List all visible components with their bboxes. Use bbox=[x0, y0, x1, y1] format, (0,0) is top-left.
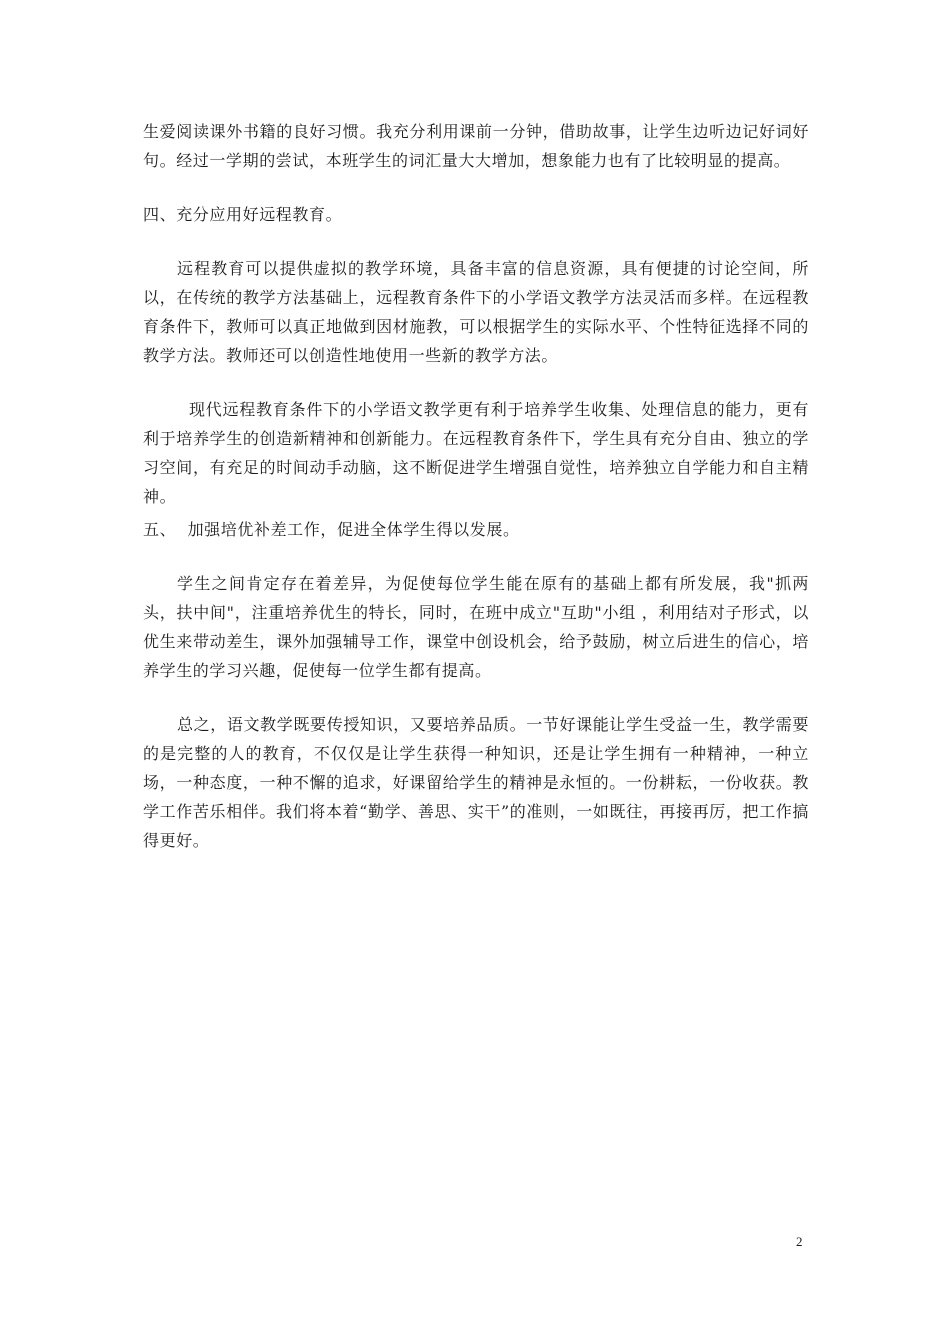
section-heading-four: 四、充分应用好远程教育。 bbox=[143, 205, 343, 224]
section-heading-five: 五、 加强培优补差工作，促进全体学生得以发展。 bbox=[143, 520, 520, 539]
paragraph-continuation: 生爱阅读课外书籍的良好习惯。我充分利用课前一分钟，借助故事，让学生边听边记好词好句。经过一学期的尝试，本班学生的词汇量大大增加，想象能力也有了比较明显的提高。 bbox=[143, 122, 809, 170]
paragraph-student-differences: 学生之间肯定存在着差异，为促使每位学生能在原有的基础上都有所发展，我"抓两头，扶中间"，注重培养优生的特长，同时，在班中成立"互助"小组 ，利用结对子形式，以优生来带动差生，课外加强辅导工作，课堂中创设机会，给予鼓励，树立后进生的信心，培养学生的学习兴趣，促使每一位学生都有提高。 bbox=[143, 574, 809, 680]
paragraph-conclusion: 总之，语文教学既要传授知识，又要培养品质。一节好课能让学生受益一生，教学需要的是完整的人的教育，不仅仅是让学生获得一种知识，还是让学生拥有一种精神，一种立场，一种态度，一种不懈的追求，好课留给学生的精神是永恒的。一份耕耘，一份收获。教学工作苦乐相伴。我们将本着“勤学、善思、实干”的准则，一如既往，再接再厉，把工作搞得更好。 bbox=[143, 715, 809, 850]
page-number: 2 bbox=[796, 1234, 803, 1249]
paragraph-remote-education: 远程教育可以提供虚拟的教学环境，具备丰富的信息资源，具有便捷的讨论空间，所以，在传统的教学方法基础上，远程教育条件下的小学语文教学方法灵活而多样。在远程教育条件下，教师可以真正地做到因材施教，可以根据学生的实际水平、个性特征选择不同的教学方法。教师还可以创造性地使用一些新的教学方法。 bbox=[143, 259, 809, 365]
paragraph-modern-remote-education: 现代远程教育条件下的小学语文教学更有利于培养学生收集、处理信息的能力，更有利于培养学生的创造新精神和创新能力。在远程教育条件下，学生具有充分自由、独立的学习空间，有充足的时间动手动脑，这不断促进学生增强自觉性，培养独立自学能力和自主精神。 bbox=[143, 400, 809, 506]
document-body bbox=[143, 117, 809, 855]
